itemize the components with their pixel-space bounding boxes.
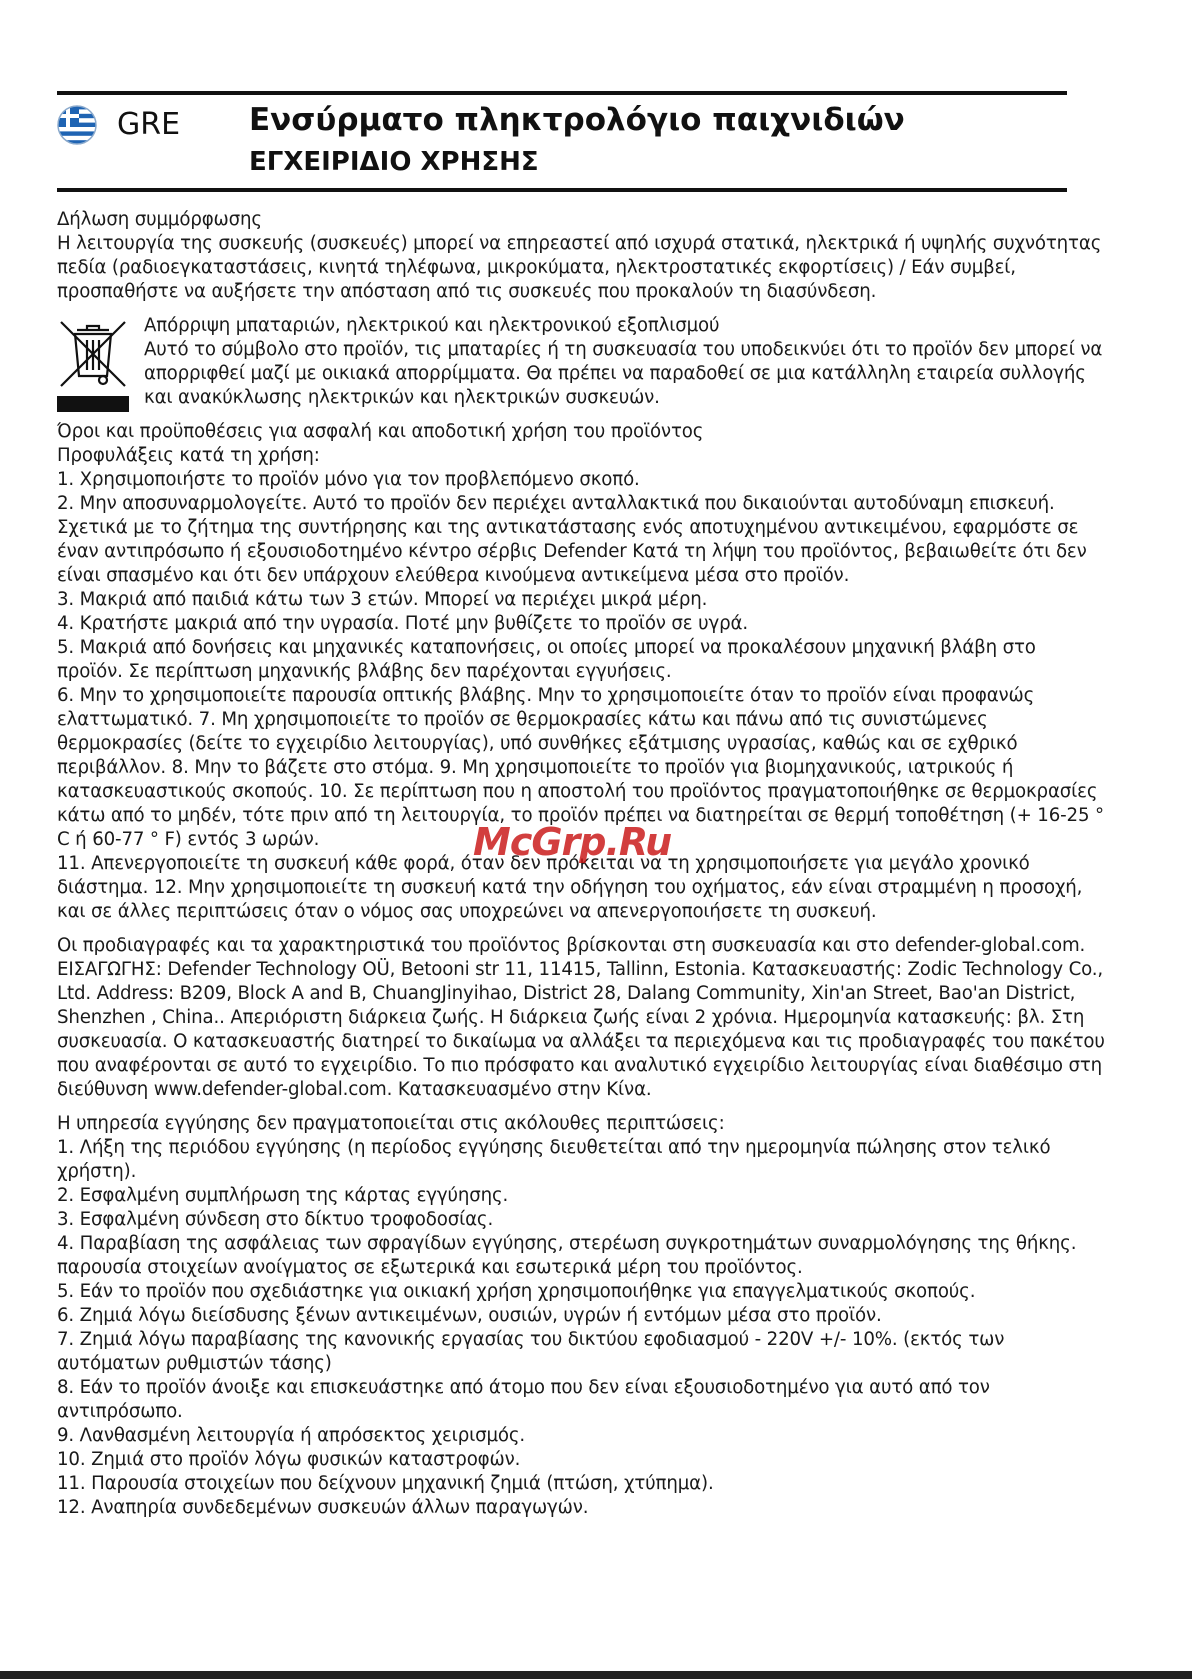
bottom-border	[0, 1671, 1192, 1679]
language-code: GRE	[117, 107, 181, 142]
list-item: 6. Μην το χρησιμοποιείτε παρουσία οπτικής βλάβης. Μην το χρησιμοποιείτε όταν το προϊόν είναι προφανώς ελαττωματικό. 7. Μη χρησιμοποιείτε το προϊόν σε θερμοκρασίες κάτω και πάνω από τις συνιστώμενες θερμοκρασίες (δείτε το εγχειρίδιο λειτουργίας), υπό συνθήκες εξάτμισης υγρασίας, καθώς και σε εχθρικό περιβάλλον. 8. Μην το βάζετε στο στόμα. 9. Μη χρησιμοποιείτε το προϊόν για βιομηχανικούς, ιατρικούς ή κατασκευαστικούς σκοπούς. 10. Σε περίπτωση που η αποστολή του προϊόντος πραγματοποιήθηκε σε θερμοκρασίες κάτω από το μηδέν, τότε πριν από τη λειτουργία, το προϊόν πρέπει να διατηρείται σε θερμή τοποθέτηση (+ 16-25 ° C ή 60-77 ° F) εντός 3 ωρών.	[57, 685, 1104, 850]
disposal-section	[57, 314, 1107, 410]
list-item: 7. Ζημιά λόγω παραβίασης της κανονικής εργασίας του δικτύου εφοδιασμού - 220V +/- 10%. (εκτός των αυτόματων ρυθμιστών τάσης)	[57, 1329, 1005, 1374]
specs-section	[57, 934, 1107, 1102]
site-watermark: McGrp.Ru	[473, 820, 672, 864]
disposal-text-block	[144, 314, 1107, 410]
list-item: 2. Μην αποσυναρμολογείτε. Αυτό το προϊόν δεν περιέχει ανταλλακτικά που δικαιούνται αυτοδύναμη επισκευή. Σχετικά με το ζήτημα της συντήρησης και της αντικατάστασης ενός αποτυχημένου αντικειμένου, εφαρμόστε σε έναν αντιπρόσωπο ή εξουσιοδοτημένο κέντρο σέρβις Defender Κατά τη λήψη του προϊόντος, βεβαιωθείτε ότι δεν είναι σπασμένο και ότι δεν υπάρχουν ελεύθερα κινούμενα αντικείμενα μέσα στο προϊόν.	[57, 493, 1087, 586]
list-item: 4. Παραβίαση της ασφάλειας των σφραγίδων εγγύησης, στερέωση συγκροτημάτων συναρμολόγησης της θήκης. παρουσία στοιχείων ανοίγματος σε εξωτερικά και εσωτερικά μέρη του προϊόντος.	[57, 1233, 1077, 1278]
disposal-text: Αυτό το σύμβολο στο προϊόν, τις μπαταρίες ή τη συσκευασία του υποδεικνύει ότι το προϊόν δεν μπορεί να απορριφθεί μαζί με οικιακά απορρίμματα. Θα πρέπει να παραδοθεί σε μια κατάλληλη εταιρεία συλλογής και ανακύκλωσης ηλεκτρικών και ηλεκτρικών συσκευών.	[144, 339, 1103, 408]
list-item: 10. Ζημιά στο προϊόν λόγω φυσικών καταστροφών.	[57, 1449, 521, 1470]
list-item: 4. Κρατήστε μακριά από την υγρασία. Ποτέ μην βυθίζετε το προϊόν σε υγρά.	[57, 613, 748, 634]
list-item: 3. Εσφαλμένη σύνδεση στο δίκτυο τροφοδοσίας.	[57, 1209, 494, 1230]
page-title: Ενσύρματο πληκτρολόγιο παιχνιδιών	[249, 102, 905, 138]
declaration-heading: Δήλωση συμμόρφωσης	[57, 209, 262, 230]
list-item: 2. Εσφαλμένη συμπλήρωση της κάρτας εγγύησης.	[57, 1185, 509, 1206]
declaration-text: Η λειτουργία της συσκευής (συσκευές) μπορεί να επηρεαστεί από ισχυρά στατικά, ηλεκτρικά ή υψηλής συχνότητας πεδία (ραδιοεγκαταστάσεις, κινητά τηλέφωνα, μικροκύματα, ηλεκτροστατικές εκφορτίσεις) / Εάν συμβεί, προσπαθήστε να αυξήσετε την απόσταση από τις συσκευές που προκαλούν τη διασύνδεση.	[57, 233, 1102, 302]
list-item: 1. Λήξη της περιόδου εγγύησης (η περίοδος εγγύησης διευθετείται από την ημερομηνία πώλησης στον τελικό χρήστη).	[57, 1137, 1051, 1182]
list-item: 1. Χρησιμοποιήστε το προϊόν μόνο για τον προβλεπόμενο σκοπό.	[57, 469, 640, 490]
list-item: 12. Αναπηρία συνδεδεμένων συσκευών άλλων παραγωγών.	[57, 1497, 589, 1518]
list-item: 5. Εάν το προϊόν που σχεδιάστηκε για οικιακή χρήση χρησιμοποιήθηκε για επαγγελματικούς σκοπούς.	[57, 1281, 976, 1302]
specs-text: Οι προδιαγραφές και τα χαρακτηριστικά του προϊόντος βρίσκονται στη συσκευασία και στο defender-global.com. ΕΙΣΑΓΩΓΗΣ: Defender Technology OÜ, Betooni str 11, 11415, Tallinn, Estonia. Κατασκευαστής: Zodic Technology Co., Ltd. Address: B209, Block A and B, ChuangJinyihao, District 28, Dalang Community, Xin'an Street, Bao'an District, Shenzhen , China.. Απεριόριστη διάρκεια ζωής. Η διάρκεια ζωής είναι 2 χρόνια. Ημερομηνία κατασκευής: βλ. Στη συσκευασία. Ο κατασκευαστής διατηρεί το δικαίωμα να αλλάξει τα περιεχόμενα και τις προδιαγραφές του πακέτου που αναφέρονται σε αυτό το εγχειρίδιο. Το πιο πρόσφατο και αναλυτικό εγχειρίδιο λειτουργίας είναι διαθέσιμο στη διεύθυνση www.defender-global.com. Κατασκευασμένο στην Κίνα.	[57, 935, 1105, 1100]
top-divider	[57, 91, 1067, 95]
header	[57, 100, 1067, 185]
safety-heading: Όροι και προϋποθέσεις για ασφαλή και αποδοτική χρήση του προϊόντος	[57, 421, 704, 442]
warranty-heading: Η υπηρεσία εγγύησης δεν πραγματοποιείται στις ακόλουθες περιπτώσεις:	[57, 1113, 725, 1134]
disposal-heading: Απόρριψη μπαταριών, ηλεκτρικού και ηλεκτρονικού εξοπλισμού	[144, 315, 720, 336]
warranty-section	[57, 1112, 1107, 1520]
list-item: 8. Εάν το προϊόν άνοιξε και επισκευάστηκε από άτομο που δεν είναι εξουσιοδοτημένο για αυτό από τον αντιπρόσωπο.	[57, 1377, 990, 1422]
greek-flag-icon	[57, 105, 97, 145]
page-subtitle: ΕΓΧΕΙΡΙΔΙΟ ΧΡΗΣΗΣ	[249, 147, 539, 177]
declaration-section	[57, 208, 1107, 304]
safety-subheading: Προφυλάξεις κατά τη χρήση:	[57, 445, 320, 466]
document-body	[57, 208, 1107, 1530]
list-item: 11. Απενεργοποιείτε τη συσκευή κάθε φορά, όταν δεν πρόκειται να τη χρησιμοποιήσετε για μεγάλο χρονικό διάστημα. 12. Μην χρησιμοποιείτε τη συσκευή κατά την οδήγηση του οχήματος, εάν είναι στραμμένη η προσοχή, και σε άλλες περιπτώσεις όταν ο νόμος σας υποχρεώνει να απενεργοποιήσετε τη συσκευή.	[57, 853, 1083, 922]
list-item: 3. Μακριά από παιδιά κάτω των 3 ετών. Μπορεί να περιέχει μικρά μέρη.	[57, 589, 708, 610]
list-item: 6. Ζημιά λόγω διείσδυσης ξένων αντικειμένων, ουσιών, υγρών ή εντόμων μέσα στο προϊόν.	[57, 1305, 882, 1326]
list-item: 11. Παρουσία στοιχείων που δείχνουν μηχανική ζημιά (πτώση, χτύπημα).	[57, 1473, 714, 1494]
weee-crossed-bin-icon	[57, 318, 129, 414]
header-bottom-divider	[57, 188, 1067, 192]
list-item: 5. Μακριά από δονήσεις και μηχανικές καταπονήσεις, οι οποίες μπορεί να προκαλέσουν μηχανική βλάβη στο προϊόν. Σε περίπτωση μηχανικής βλάβης δεν παρέχονται εγγυήσεις.	[57, 637, 1036, 682]
list-item: 9. Λανθασμένη λειτουργία ή απρόσεκτος χειρισμός.	[57, 1425, 526, 1446]
